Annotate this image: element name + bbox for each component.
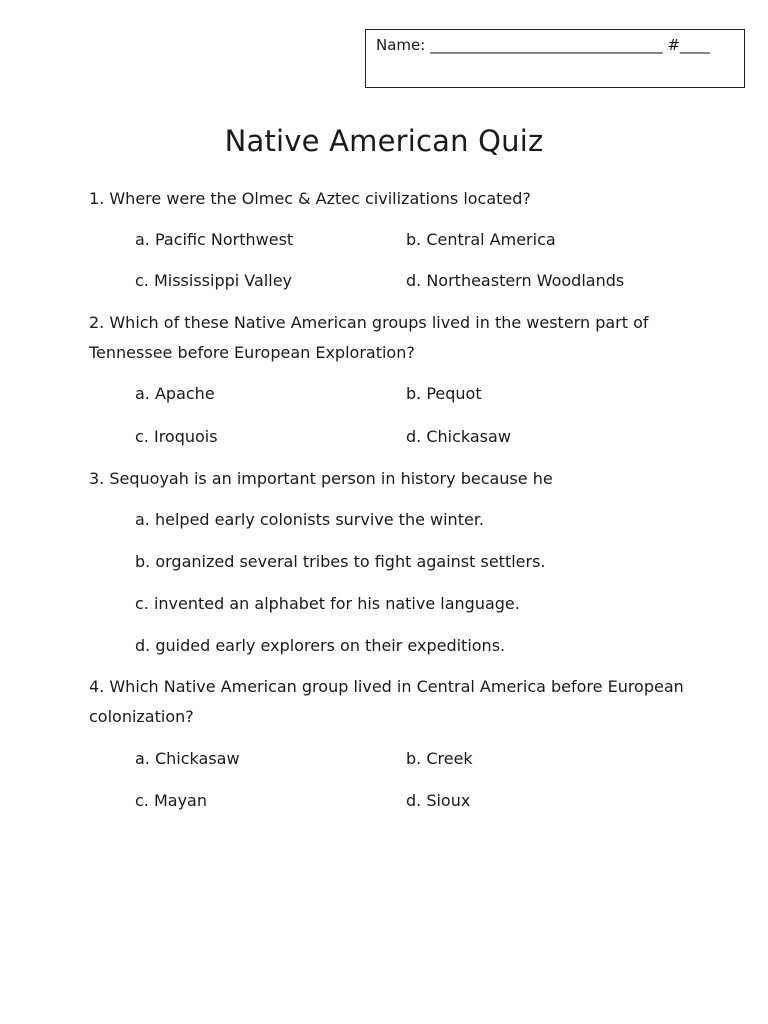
question-2-option-c: c. Iroquois (135, 427, 218, 446)
question-3-option-c: c. invented an alphabet for his native language. (135, 594, 520, 613)
question-3-option-b: b. organized several tribes to fight against settlers. (135, 552, 546, 571)
question-1-option-d: d. Northeastern Woodlands (406, 271, 625, 290)
question-3-option-d: d. guided early explorers on their expeditions. (135, 636, 506, 655)
question-4: 4. Which Native American group lived in Central America before European colonization? (89, 677, 684, 726)
question-1-option-c: c. Mississippi Valley (135, 271, 293, 290)
question-2-option-a: a. Apache (135, 384, 215, 403)
page-title: Native American Quiz (224, 124, 544, 158)
question-1: 1. Where were the Olmec & Aztec civilizations located? (89, 189, 531, 208)
question-4-option-a: a. Chickasaw (135, 749, 240, 768)
question-2-option-b: b. Pequot (406, 384, 482, 403)
question-3-option-a: a. helped early colonists survive the winter. (135, 510, 485, 529)
name-label: Name: _______________________________ #____ (376, 36, 710, 54)
question-4-option-c: c. Mayan (135, 791, 207, 810)
question-2-option-d: d. Chickasaw (406, 427, 511, 446)
question-4-option-d: d. Sioux (406, 791, 471, 810)
question-1-option-b: b. Central America (406, 230, 556, 249)
question-4-option-b: b. Creek (406, 749, 473, 768)
question-2: 2. Which of these Native American groups lived in the western part of Tennessee before European Exploration? (89, 313, 649, 362)
name-box (365, 29, 745, 88)
question-3: 3. Sequoyah is an important person in history because he (89, 469, 553, 488)
question-1-option-a: a. Pacific Northwest (135, 230, 294, 249)
